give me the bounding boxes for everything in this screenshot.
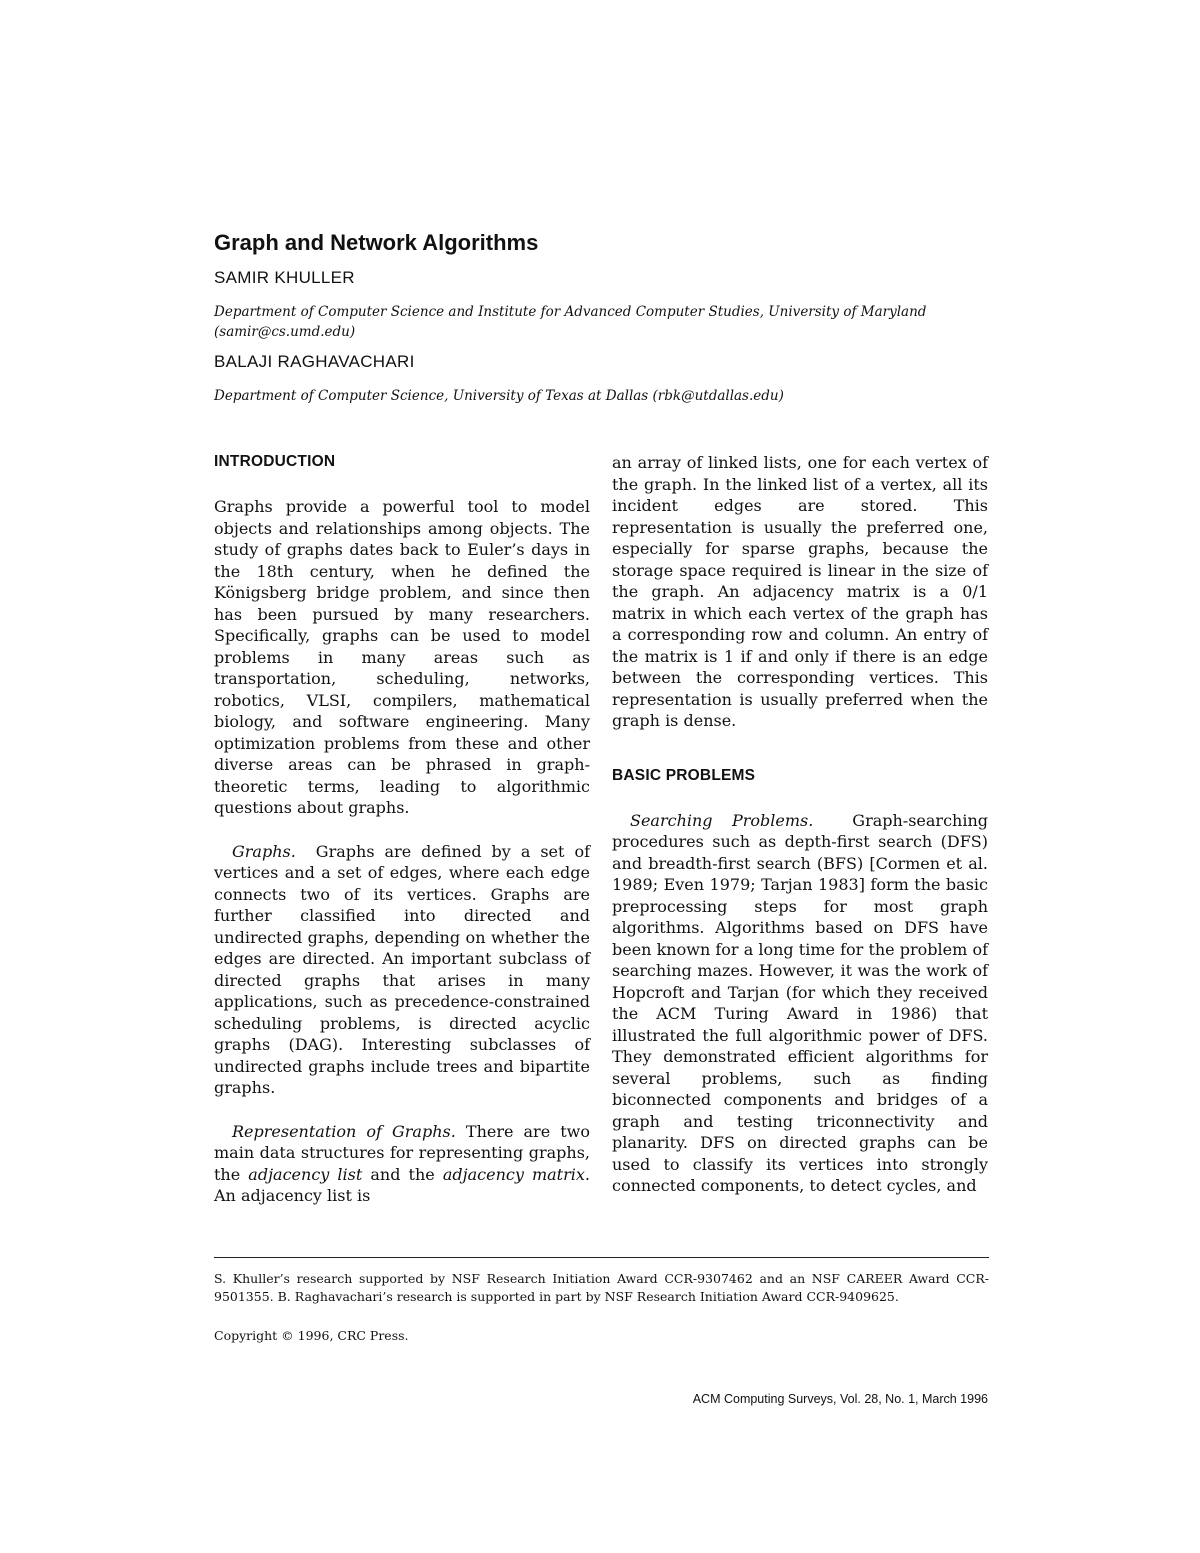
author-name-2: BALAJI RAGHAVACHARI — [214, 352, 415, 371]
adjacency-matrix-term: adjacency matrix — [442, 1164, 585, 1184]
searching-paragraph-text: Graph-searching procedures such as depth-first search (DFS) and breadth-first search (BFS) [Cormen et al. 1989; Even 1979; Tarjan 1983] form the basic preprocessing steps for most graph algorithms. Algorithms based on DFS have been known for a long time for the problem of searching mazes. However, it was the work of Hopcroft and Tarjan (for which they received the ACM Turing Award in 1986) that illustrated the full algorithmic power of DFS. They demonstrated efficient algorithms for several problems, such as finding biconnected components and bridges of a graph and testing triconnectivity and planarity. DFS on directed graphs can be used to classify its vertices into strongly connected components, to detect cycles, and — [612, 810, 988, 1195]
author-affiliation-1: Department of Computer Science and Institute for Advanced Computer Studies, University of Maryland (samir@cs.umd.edu) — [214, 304, 927, 340]
section-heading-basic-problems: BASIC PROBLEMS — [612, 766, 756, 784]
funding-footnote: S. Khuller’s research supported by NSF Research Initiation Award CCR-9307462 and an NSF CAREER Award CCR-9501355. B. Raghavachari’s research is supported in part by NSF Research Initiation Award CCR-9409625. — [214, 1271, 989, 1304]
copyright-line: Copyright © 1996, CRC Press. — [214, 1328, 409, 1343]
representation-run-in-heading: Representation of Graphs. — [232, 1121, 456, 1141]
representation-text-b: and the — [370, 1164, 435, 1184]
adjacency-list-term: adjacency list — [248, 1164, 363, 1184]
author-affiliation-2: Department of Computer Science, University of Texas at Dallas (rbk@utdallas.edu) — [214, 388, 784, 404]
adjacency-continuation-paragraph: an array of linked lists, one for each vertex of the graph. In the linked list of a vertex, all its incident edges are stored. This representation is usually the preferred one, especially for sparse graphs, because the storage space required is linear in the size of the graph. An adjacency matrix is a 0/1 matrix in which each vertex of the graph has a corresponding row and column. An entry of the matrix is 1 if and only if there is an edge between the corresponding vertices. This representation is usually preferred when the graph is dense. — [612, 453, 988, 730]
searching-run-in-heading: Searching Problems. — [630, 810, 814, 830]
graphs-paragraph — [214, 841, 590, 1099]
intro-paragraph: Graphs provide a powerful tool to model objects and relationships among objects. The study of graphs dates back to Euler’s days in the 18th century, when he defined the Königsberg bridge problem, and since then has been pursued by many researchers. Specifically, graphs can be used to model problems in many areas such as transportation, scheduling, networks, robotics, VLSI, compilers, mathematical biology, and software engineering. Many optimization problems from these and other diverse areas can be phrased in graph-theoretic terms, leading to algorithmic questions about graphs. — [214, 497, 590, 817]
author-name-1: SAMIR KHULLER — [214, 268, 355, 287]
footnote-rule — [214, 1257, 989, 1258]
representation-text-c: . An adjacency list is — [214, 1164, 590, 1205]
representation-text-a: There are two main data structures for representing graphs, the — [214, 1121, 590, 1184]
graphs-run-in-heading: Graphs. — [232, 841, 296, 861]
left-column — [214, 452, 590, 1207]
graphs-paragraph-text: Graphs are defined by a set of vertices and a set of edges, where each edge connects two of its vertices. Graphs are further classified into directed and undirected graphs, depending on whether the edges are directed. An important subclass of directed graphs that arises in many applications, such as precedence-constrained scheduling problems, is directed acyclic graphs (DAG). Interesting subclasses of undirected graphs include trees and bipartite graphs. — [214, 841, 591, 1097]
right-column — [612, 452, 988, 1197]
section-heading-introduction: INTRODUCTION — [214, 453, 336, 470]
journal-footer: ACM Computing Surveys, Vol. 28, No. 1, March 1996 — [692, 1392, 988, 1406]
searching-paragraph — [612, 810, 988, 1197]
representation-paragraph — [214, 1121, 590, 1207]
paper-title: Graph and Network Algorithms — [214, 230, 539, 255]
